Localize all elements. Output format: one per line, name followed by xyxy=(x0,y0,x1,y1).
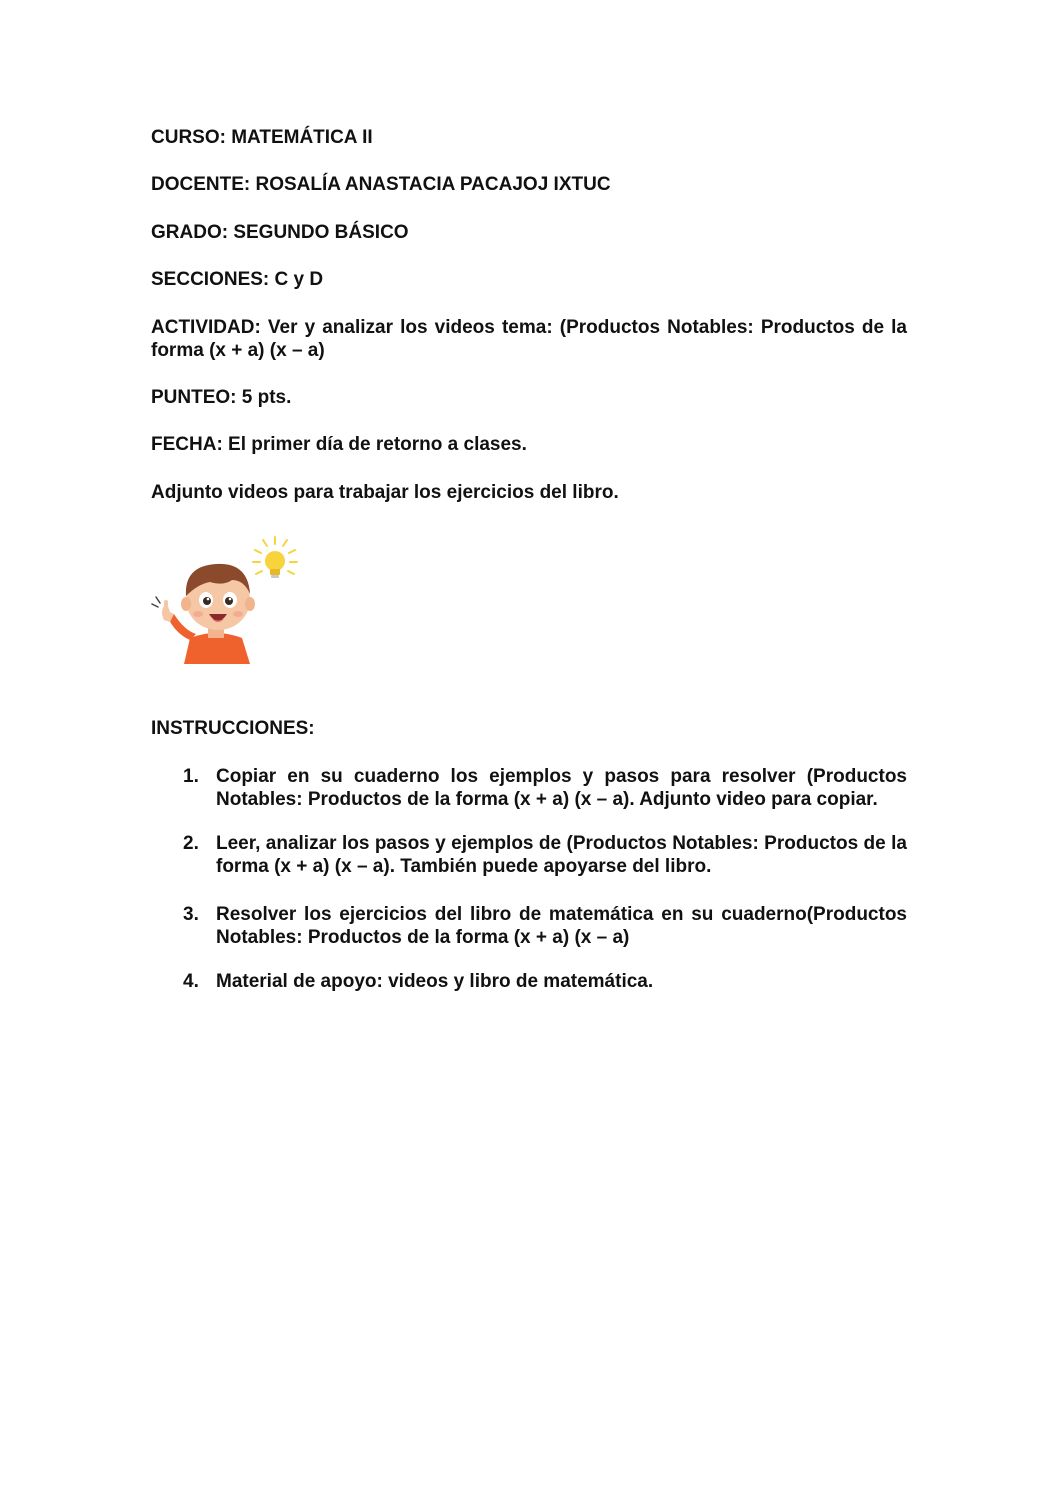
grade-line: GRADO: SEGUNDO BÁSICO xyxy=(151,222,409,243)
list-item xyxy=(183,970,907,993)
list-item-number: 1. xyxy=(183,766,199,787)
sections-line: SECCIONES: C y D xyxy=(151,269,324,290)
date-line: FECHA: El primer día de retorno a clases. xyxy=(151,434,527,455)
list-item-text: Leer, analizar los pasos y ejemplos de (Productos Notables: Productos de la forma (x + a) (x – a). También puede apoyarse del libro. xyxy=(216,833,907,877)
score-line: PUNTEO: 5 pts. xyxy=(151,387,292,408)
list-item-text: Resolver los ejercicios del libro de matemática en su cuaderno(Productos Notables: Productos de la forma (x + a) (x – a) xyxy=(216,904,907,948)
teacher-line: DOCENTE: ROSALÍA ANASTACIA PACAJOJ IXTUC xyxy=(151,174,611,195)
list-item xyxy=(183,832,907,878)
list-item-number: 2. xyxy=(183,833,199,854)
list-item xyxy=(183,903,907,949)
instructions-title: INSTRUCCIONES: xyxy=(151,718,315,739)
list-item xyxy=(183,765,907,811)
list-item-text: Copiar en su cuaderno los ejemplos y pasos para resolver (Productos Notables: Productos de la forma (x + a) (x – a). Adjunto video para copiar. xyxy=(216,766,907,810)
course-line: CURSO: MATEMÁTICA II xyxy=(151,127,373,148)
boy-idea-lightbulb-icon xyxy=(146,534,306,664)
attachment-line: Adjunto videos para trabajar los ejercicios del libro. xyxy=(151,482,619,503)
list-item-number: 4. xyxy=(183,971,199,992)
list-item-text: Material de apoyo: videos y libro de matemática. xyxy=(216,971,654,992)
list-item-number: 3. xyxy=(183,904,199,925)
activity-line: ACTIVIDAD: Ver y analizar los videos tema: (Productos Notables: Productos de la forma (x + a) (x – a) xyxy=(151,317,907,361)
